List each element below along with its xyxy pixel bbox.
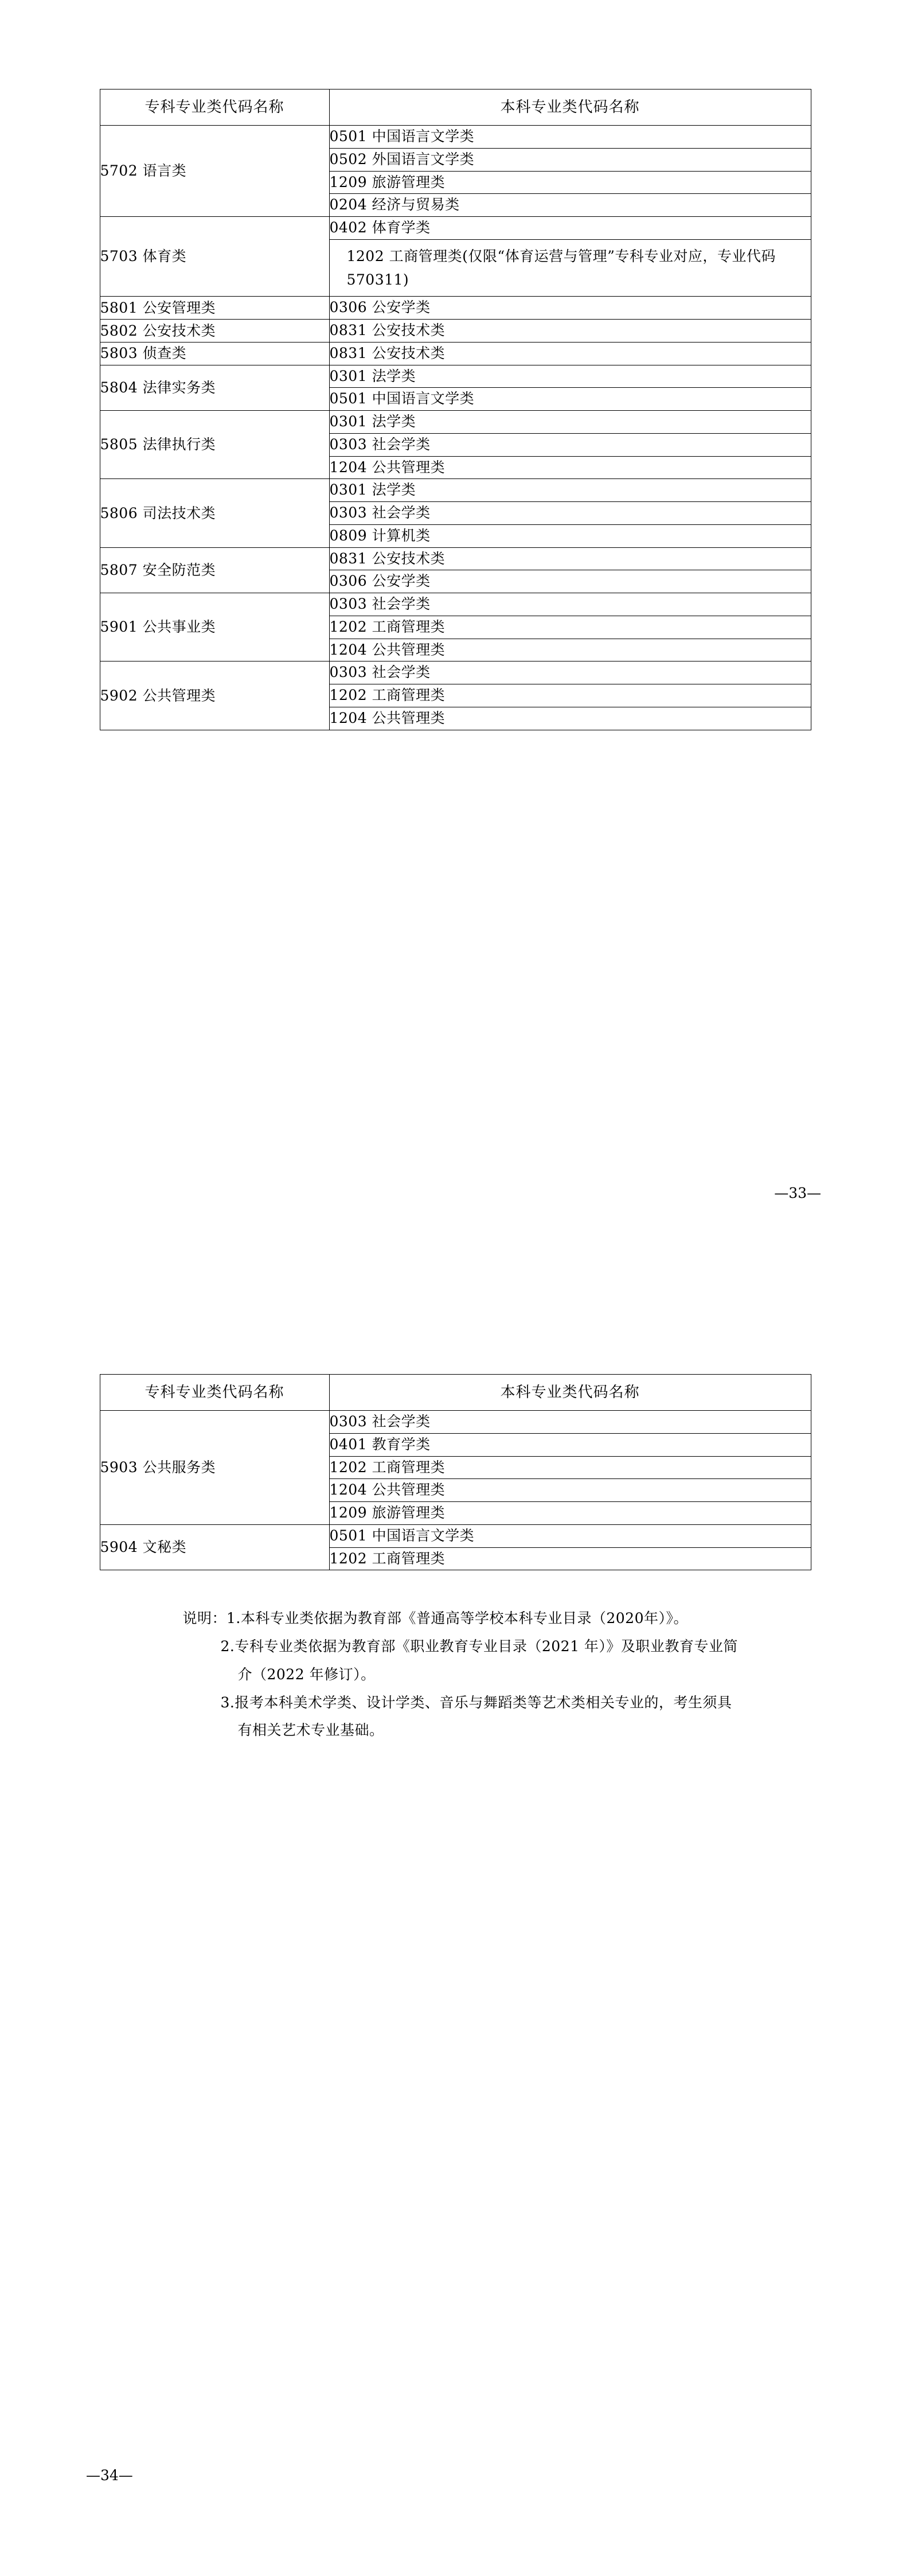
category-cell: 5801 公安管理类 (100, 297, 329, 320)
major-cell: 0303 社会学类 (329, 433, 811, 456)
note-line-4 (183, 1689, 811, 1717)
major-cell: 1209 旅游管理类 (329, 1502, 811, 1525)
major-cell: 1202 工商管理类 (329, 684, 811, 707)
header-specialty-undergrad: 本科专业类代码名称 (329, 90, 811, 126)
page-2-content (100, 1288, 811, 1745)
major-cell: 0501 中国语言文学类 (329, 126, 811, 149)
table-row (100, 217, 811, 240)
category-cell: 5805 法律执行类 (100, 411, 329, 479)
note-line-1 (183, 1605, 811, 1633)
table-row (100, 411, 811, 434)
major-cell: 0831 公安技术类 (329, 320, 811, 343)
category-cell: 5802 公安技术类 (100, 320, 329, 343)
category-cell: 5807 安全防范类 (100, 547, 329, 593)
major-cell: 0831 公安技术类 (329, 547, 811, 570)
major-cell: 0306 公安学类 (329, 297, 811, 320)
major-cell: 0301 法学类 (329, 479, 811, 502)
major-cell: 1202 工商管理类 (329, 1456, 811, 1479)
document-page-2 (0, 1288, 910, 2576)
header-specialty-undergrad: 本科专业类代码名称 (329, 1375, 811, 1411)
major-cell: 0301 法学类 (329, 365, 811, 388)
note-line-5 (183, 1717, 811, 1745)
note-item-3: 介（2022 年修订）。 (237, 1666, 376, 1683)
table-row (100, 320, 811, 343)
category-cell: 5902 公共管理类 (100, 661, 329, 730)
major-cell: 1202 工商管理类 (329, 616, 811, 639)
major-cell: 0303 社会学类 (329, 502, 811, 525)
major-cell: 1209 旅游管理类 (329, 171, 811, 194)
category-cell: 5903 公共服务类 (100, 1411, 329, 1525)
major-cell: 0401 教育学类 (329, 1433, 811, 1456)
category-cell: 5806 司法技术类 (100, 479, 329, 547)
table-row (100, 547, 811, 570)
major-cell: 0303 社会学类 (329, 593, 811, 616)
category-cell: 5804 法律实务类 (100, 365, 329, 411)
header-specialty-college: 专科专业类代码名称 (100, 90, 329, 126)
major-mapping-table-page-1 (100, 89, 811, 730)
major-cell: 1202 工商管理类 (329, 1547, 811, 1570)
major-cell: 0306 公安学类 (329, 570, 811, 593)
major-mapping-table-page-2 (100, 1374, 811, 1570)
major-cell: 1204 公共管理类 (329, 1479, 811, 1502)
table-row (100, 479, 811, 502)
major-cell: 1204 公共管理类 (329, 639, 811, 661)
note-item-1: 1.本科专业类依据为教育部《普通高等学校本科专业目录（2020年）》。 (226, 1610, 688, 1627)
major-cell: 0501 中国语言文学类 (329, 1524, 811, 1547)
category-cell: 5702 语言类 (100, 126, 329, 217)
table-row (100, 126, 811, 149)
major-cell: 0301 法学类 (329, 411, 811, 434)
major-cell: 0502 外国语言文学类 (329, 148, 811, 171)
note-line-3 (183, 1661, 811, 1689)
table-row (100, 365, 811, 388)
table-row (100, 661, 811, 684)
table-row (100, 342, 811, 365)
category-cell: 5703 体育类 (100, 217, 329, 297)
category-cell: 5803 侦查类 (100, 342, 329, 365)
note-line-2 (183, 1633, 811, 1661)
major-cell: 1202 工商管理类(仅限“体育运营与管理”专科专业对应，专业代码 570311) (329, 239, 811, 297)
notes-section (100, 1605, 811, 1745)
table-row (100, 593, 811, 616)
table-header-row (100, 90, 811, 126)
major-cell: 0501 中国语言文学类 (329, 388, 811, 411)
header-specialty-college: 专科专业类代码名称 (100, 1375, 329, 1411)
note-item-5: 有相关艺术专业基础。 (237, 1722, 384, 1739)
major-cell: 1204 公共管理类 (329, 456, 811, 479)
major-cell: 1204 公共管理类 (329, 707, 811, 730)
page-number-33: —33— (774, 1185, 821, 1201)
note-item-2: 2.专科专业类依据为教育部《职业教育专业目录（2021 年）》及职业教育专业简 (220, 1638, 738, 1655)
category-cell: 5904 文秘类 (100, 1524, 329, 1570)
category-cell: 5901 公共事业类 (100, 593, 329, 661)
major-cell: 0831 公安技术类 (329, 342, 811, 365)
major-cell: 0303 社会学类 (329, 661, 811, 684)
major-cell: 0402 体育学类 (329, 217, 811, 240)
major-cell: 0204 经济与贸易类 (329, 194, 811, 217)
major-cell: 0303 社会学类 (329, 1411, 811, 1434)
note-item-4: 3.报考本科美术学类、设计学类、音乐与舞蹈类等艺术类相关专业的，考生须具 (220, 1694, 732, 1711)
page-number-34: —34— (86, 2467, 133, 2484)
notes-label: 说明： (182, 1610, 227, 1627)
table-row (100, 297, 811, 320)
major-cell: 0809 计算机类 (329, 524, 811, 547)
table-row (100, 1524, 811, 1547)
table-row (100, 1411, 811, 1434)
table-header-row (100, 1375, 811, 1411)
page-1-content (100, 0, 811, 730)
